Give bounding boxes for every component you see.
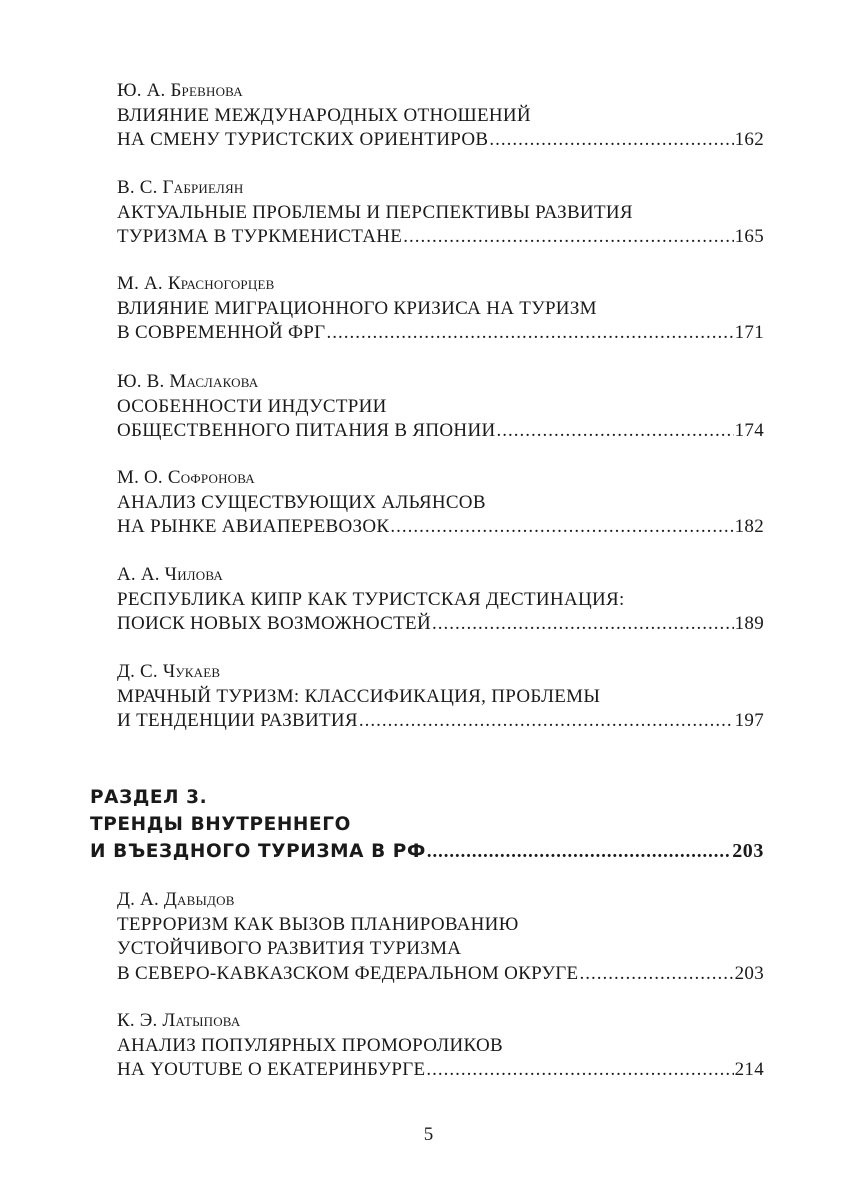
toc-entry <box>117 563 764 637</box>
section-title-line: ТРЕНДЫ ВНУТРЕННЕГО <box>90 813 351 835</box>
entry-title-line: АНАЛИЗ ПОПУЛЯРНЫХ ПРОМОРОЛИКОВ <box>117 1034 504 1056</box>
dot-leader <box>426 1058 733 1083</box>
toc-entry <box>117 466 764 540</box>
entry-leader-line <box>117 1058 764 1083</box>
entry-leader-line <box>117 612 764 637</box>
section-title-last-line: И ВЪЕЗДНОГО ТУРИЗМА В РФ <box>90 841 426 862</box>
entry-author: Ю. В. Маслакова <box>117 371 259 392</box>
entry-leader-line <box>117 419 764 444</box>
toc-entry <box>117 79 764 153</box>
section-page-number: 203 <box>732 840 764 862</box>
entry-page-number: 165 <box>734 226 764 247</box>
entry-title-line: ВЛИЯНИЕ МЕЖДУНАРОДНЫХ ОТНОШЕНИЙ <box>117 104 531 126</box>
entry-author: Ю. А. Бревнова <box>117 80 243 101</box>
entry-author: В. С. Габриелян <box>117 177 244 198</box>
entry-title-last-line: И ТЕНДЕНЦИИ РАЗВИТИЯ <box>117 710 358 731</box>
toc-entry <box>117 370 764 444</box>
entry-title-last-line: НА РЫНКЕ АВИАПЕРЕВОЗОК <box>117 516 390 537</box>
toc-entry <box>117 272 764 346</box>
dot-leader <box>326 321 733 346</box>
dot-leader <box>403 225 733 250</box>
dot-leader <box>497 419 734 444</box>
section-heading <box>90 785 764 866</box>
entry-author: Д. А. Давыдов <box>117 889 235 910</box>
entry-leader-line <box>117 128 764 153</box>
entry-title-last-line: В СОВРЕМЕННОЙ ФРГ <box>117 322 326 343</box>
section-leader-line <box>90 838 764 866</box>
entry-title-line: МРАЧНЫЙ ТУРИЗМ: КЛАССИФИКАЦИЯ, ПРОБЛЕМЫ <box>117 685 601 707</box>
dot-leader <box>432 612 734 637</box>
entry-page-number: 203 <box>734 962 764 984</box>
entry-title-line: ТЕРРОРИЗМ КАК ВЫЗОВ ПЛАНИРОВАНИЮ <box>117 913 519 935</box>
entry-title-last-line: НА YOUTUBE О ЕКАТЕРИНБУРГЕ <box>117 1059 426 1080</box>
entry-author: К. Э. Латыпова <box>117 1010 241 1031</box>
entry-page-number: 197 <box>734 710 764 731</box>
entry-page-number: 189 <box>734 613 764 634</box>
dot-leader <box>489 128 733 153</box>
entry-leader-line <box>117 709 764 734</box>
entry-title-last-line: В СЕВЕРО-КАВКАЗСКОМ ФЕДЕРАЛЬНОМ ОКРУГЕ <box>117 962 579 984</box>
page-number: 5 <box>423 1124 434 1145</box>
entry-title-line: ВЛИЯНИЕ МИГРАЦИОННОГО КРИЗИСА НА ТУРИЗМ <box>117 297 597 319</box>
entry-title-line: РЕСПУБЛИКА КИПР КАК ТУРИСТСКАЯ ДЕСТИНАЦИЯ: <box>117 588 625 610</box>
entry-title-last-line: ПОИСК НОВЫХ ВОЗМОЖНОСТЕЙ <box>117 613 431 634</box>
entry-author: М. А. Красногорцев <box>117 273 275 294</box>
entry-leader-line <box>117 515 764 540</box>
entry-page-number: 162 <box>734 129 764 150</box>
dot-leader <box>390 515 733 540</box>
entry-page-number: 171 <box>734 322 764 343</box>
toc-entry <box>117 888 764 986</box>
entry-author: Д. С. Чукаев <box>117 661 221 682</box>
toc-entry <box>117 1009 764 1083</box>
entry-title-line: УСТОЙЧИВОГО РАЗВИТИЯ ТУРИЗМА <box>117 938 462 959</box>
entry-title-line: АКТУАЛЬНЫЕ ПРОБЛЕМЫ И ПЕРСПЕКТИВЫ РАЗВИТИЯ <box>117 201 633 223</box>
dot-leader <box>359 709 734 734</box>
entry-leader-line <box>117 321 764 346</box>
entry-author: А. А. Чилова <box>117 564 224 585</box>
entry-page-number: 214 <box>734 1059 764 1080</box>
section-label: РАЗДЕЛ 3. <box>90 787 208 808</box>
entry-page-number: 174 <box>734 420 764 441</box>
entry-title-last-line: НА СМЕНУ ТУРИСТСКИХ ОРИЕНТИРОВ <box>117 129 489 150</box>
dot-leader <box>579 962 733 987</box>
entry-title-last-line: ТУРИЗМА В ТУРКМЕНИСТАНЕ <box>117 226 403 247</box>
entry-title-line: ОСОБЕННОСТИ ИНДУСТРИИ <box>117 395 387 417</box>
entry-leader-line <box>117 225 764 250</box>
dot-leader <box>427 839 731 866</box>
entry-author: М. О. Софронова <box>117 467 255 488</box>
entry-title-last-line: ОБЩЕСТВЕННОГО ПИТАНИЯ В ЯПОНИИ <box>117 420 496 441</box>
toc-entry <box>117 660 764 734</box>
toc-entry <box>117 176 764 250</box>
entry-page-number: 182 <box>734 516 764 537</box>
entry-leader-line <box>117 962 764 987</box>
entry-title-line: АНАЛИЗ СУЩЕСТВУЮЩИХ АЛЬЯНСОВ <box>117 491 486 513</box>
